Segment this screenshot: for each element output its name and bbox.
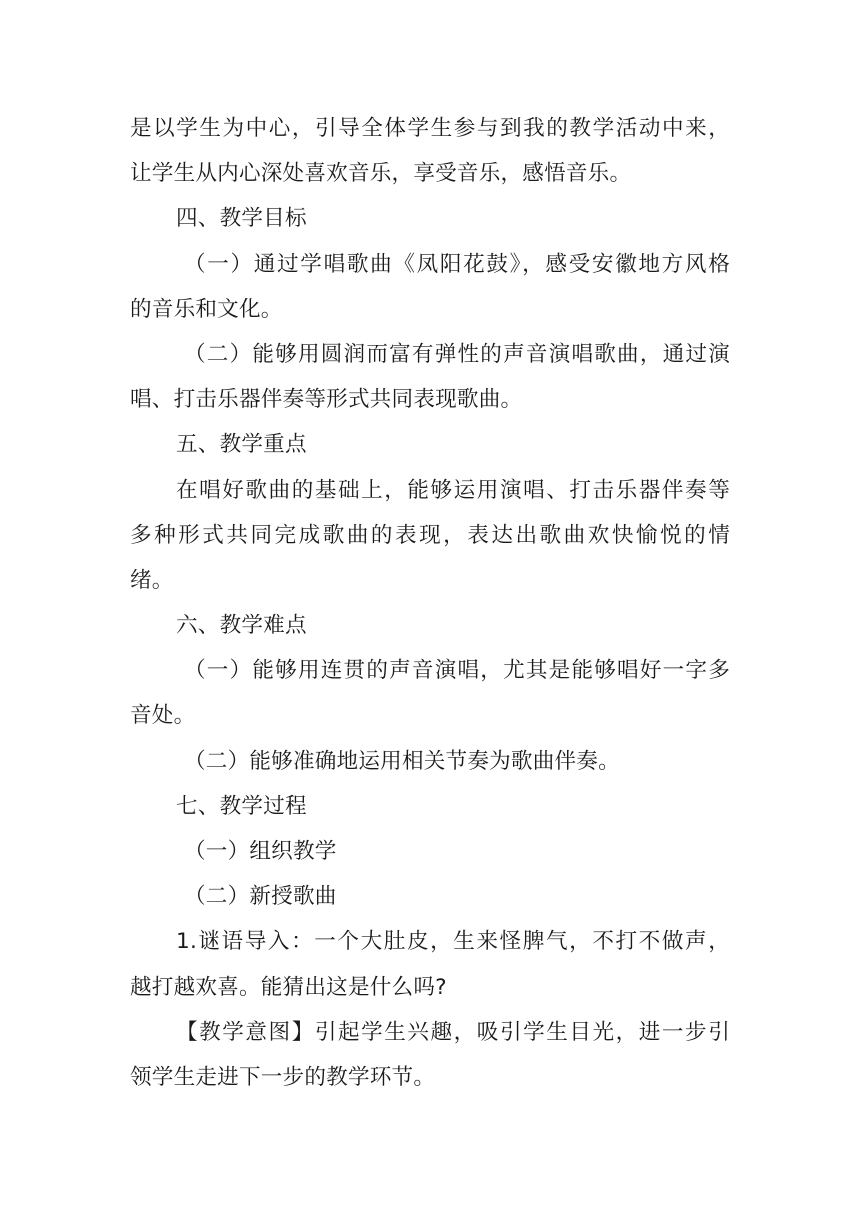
paragraph-line: （二）能够准确地运用相关节奏为歌曲伴奏。 [184, 748, 620, 774]
paragraph-line: （一）组织教学 [184, 839, 337, 864]
paragraph-line: （二）新授歌曲 [184, 884, 337, 910]
paragraph-line: 在唱好歌曲的基础上，能够运用演唱、打击乐器伴奏等 [176, 477, 730, 503]
section-heading-process: 七、教学过程 [176, 793, 307, 819]
paragraph-line: 【教学意图】引起学生兴趣，吸引学生目光，进一步引 [176, 1019, 730, 1045]
section-heading-difficulties: 六、教学难点 [176, 613, 307, 639]
paragraph-line: 让学生从内心深处喜欢音乐，享受音乐，感悟音乐。 [130, 161, 632, 187]
paragraph-line: 是以学生为中心，引导全体学生参与到我的教学活动中来， [130, 116, 730, 141]
paragraph-line: 领学生走进下一步的教学环节。 [130, 1064, 436, 1090]
paragraph-line: 越打越欢喜。能猜出这是什么吗? [130, 974, 447, 1000]
section-heading-key-points: 五、教学重点 [176, 432, 307, 458]
paragraph-line: （二）能够用圆润而富有弹性的声音演唱歌曲，通过演 [184, 341, 730, 367]
paragraph-line: 1.谜语导入：一个大肚皮，生来怪脾气，不打不做声， [176, 929, 730, 955]
paragraph-line: （一）能够用连贯的声音演唱，尤其是能够唱好一字多 [184, 658, 730, 684]
paragraph-line: 音处。 [130, 703, 196, 729]
paragraph-line: （一）通过学唱歌曲《凤阳花鼓》，感受安徽地方风格 [184, 251, 730, 277]
paragraph-line: 多种形式共同完成歌曲的表现，表达出歌曲欢快愉悦的情 [130, 522, 730, 548]
section-heading-objectives: 四、教学目标 [176, 206, 307, 232]
paragraph-line: 的音乐和文化。 [130, 296, 283, 322]
document-body [130, 106, 730, 1100]
paragraph-line: 唱、打击乐器伴奏等形式共同表现歌曲。 [130, 387, 523, 413]
paragraph-line: 绪。 [130, 567, 174, 593]
